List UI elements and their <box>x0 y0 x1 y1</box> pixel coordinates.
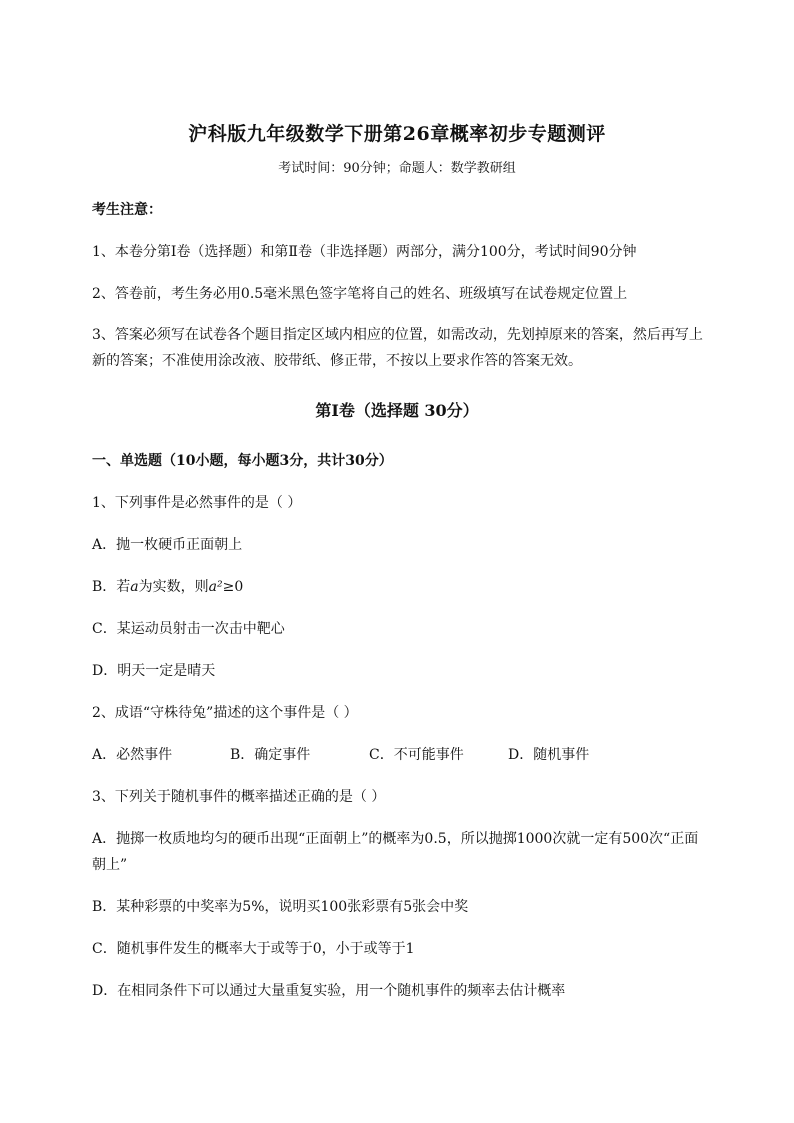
question-3-option-d: D．在相同条件下可以通过大量重复实验，用一个随机事件的频率去估计概率 <box>92 983 566 999</box>
question-2-option-c: C．不可能事件 <box>369 747 464 763</box>
page-title: 沪科版九年级数学下册第26章概率初步专题测评 <box>188 123 606 145</box>
question-1-option-b <box>92 578 704 596</box>
notice-item-2: 2、答卷前，考生务必用0.5毫米黑色签字笔将自己的姓名、班级填写在试卷规定位置上 <box>92 286 628 302</box>
question-2-option-b: B．确定事件 <box>230 747 311 763</box>
question-3-stem: 3、下列关于随机事件的概率描述正确的是（ ） <box>92 789 386 805</box>
question-3-option-a: A．抛掷一枚质地均匀的硬币出现“正面朝上”的概率为0.5，所以抛掷1000次就一定有500次“正面朝上” <box>92 831 699 873</box>
notice-item-1: 1、本卷分第I卷（选择题）和第Ⅱ卷（非选择题）两部分，满分100分，考试时间90分钟 <box>92 244 637 260</box>
part1-title: 第I卷（选择题 30分） <box>315 401 479 420</box>
question-1-option-d: D．明天一定是晴天 <box>92 663 216 679</box>
section-heading: 一、单选题（10小题，每小题3分，共计30分） <box>92 453 393 469</box>
question-3-option-b: B．某种彩票的中奖率为5%，说明买100张彩票有5张会中奖 <box>92 899 469 915</box>
option-b-prefix: B．若 <box>92 579 131 595</box>
option-b-mid: 为实数，则 <box>138 579 209 595</box>
question-2-option-d: D．随机事件 <box>508 747 590 763</box>
option-b-suffix: ≥0 <box>222 579 244 595</box>
option-b-variable: a <box>130 579 139 595</box>
notice-item-3: 3、答案必须写在试卷各个题目指定区域内相应的位置，如需改动，先划掉原来的答案，然后再写上新的答案；不准使用涂改液、胶带纸、修正带，不按以上要求作答的答案无效。 <box>92 327 703 369</box>
question-1-stem: 1、下列事件是必然事件的是（ ） <box>92 495 302 511</box>
question-2-stem: 2、成语“守株待兔”描述的这个事件是（ ） <box>92 705 358 721</box>
question-1-option-c: C．某运动员射击一次击中靶心 <box>92 621 285 637</box>
question-3-option-c: C．随机事件发生的概率大于或等于0，小于或等于1 <box>92 941 415 957</box>
option-b-expression: a² <box>208 579 223 595</box>
question-1-option-a: A．抛一枚硬币正面朝上 <box>92 537 243 553</box>
page-subtitle: 考试时间：90分钟；命题人：数学教研组 <box>278 161 516 176</box>
notice-heading: 考生注意： <box>92 202 162 218</box>
question-2-option-a: A．必然事件 <box>92 747 173 763</box>
